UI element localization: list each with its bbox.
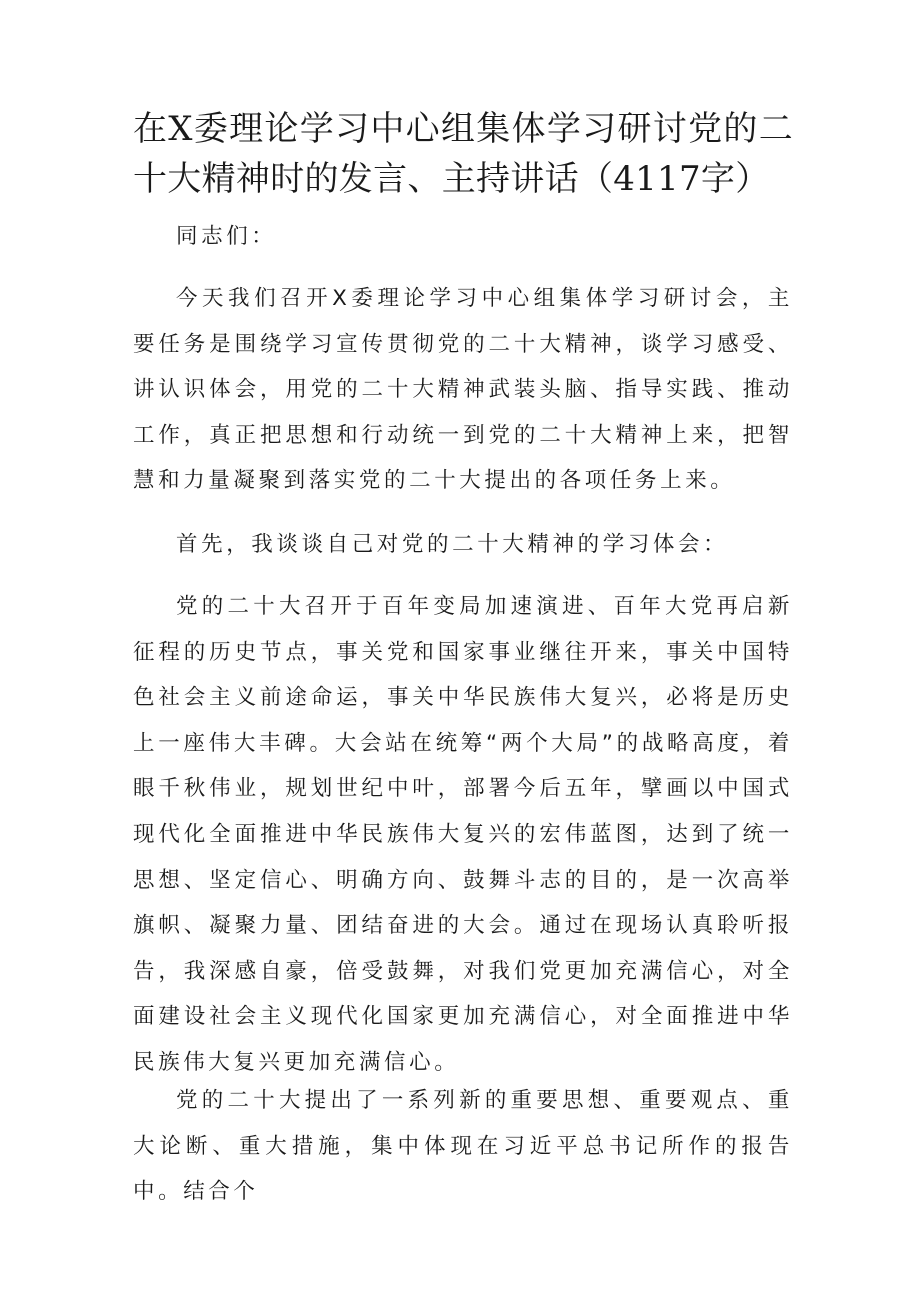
greeting: 同志们： [176,224,277,249]
paragraph-3: 党的二十大召开于百年变局加速演进、百年大党再启新征程的历史节点，事关党和国家事业继往开来，事关中国特色社会主义前途命运，事关中华民族伟大复兴，必将是历史上一座伟大丰碑。大会站在统筹“两个大局”的战略高度，着眼千秋伟业，规划世纪中叶，部署今后五年，擘画以中国式现代化全面推进中华民族伟大复兴的宏伟蓝图，达到了统一思想、坚定信心、明确方向、鼓舞斗志的目的，是一次高举旗帜、凝聚力量、团结奋进的大会。通过在现场认真聆听报告，我深感自豪，倍受鼓舞，对我们党更加充满信心，对全面建设社会主义现代化国家更加充满信心，对全面推进中华民族伟大复兴更加充满信心。 [133,594,793,1075]
document-title: 在X委理论学习中心组集体学习研讨党的二十大精神时的发言、主持讲话（4117字） [133,109,793,199]
paragraph-1: 今天我们召开X委理论学习中心组集体学习研讨会，主要任务是围绕学习宣传贯彻党的二十大精神，谈学习感受、讲认识体会，用党的二十大精神武装头脑、指导实践、推动工作，真正把思想和行动统一到党的二十大精神上来，把智慧和力量凝聚到落实党的二十大提出的各项任务上来。 [133,286,793,494]
paragraph-2: 首先，我谈谈自己对党的二十大精神的学习体会： [176,532,729,557]
paragraph-4: 党的二十大提出了一系列新的重要思想、重要观点、重大论断、重大措施，集中体现在习近平总书记所作的报告中。结合个 [133,1088,793,1205]
